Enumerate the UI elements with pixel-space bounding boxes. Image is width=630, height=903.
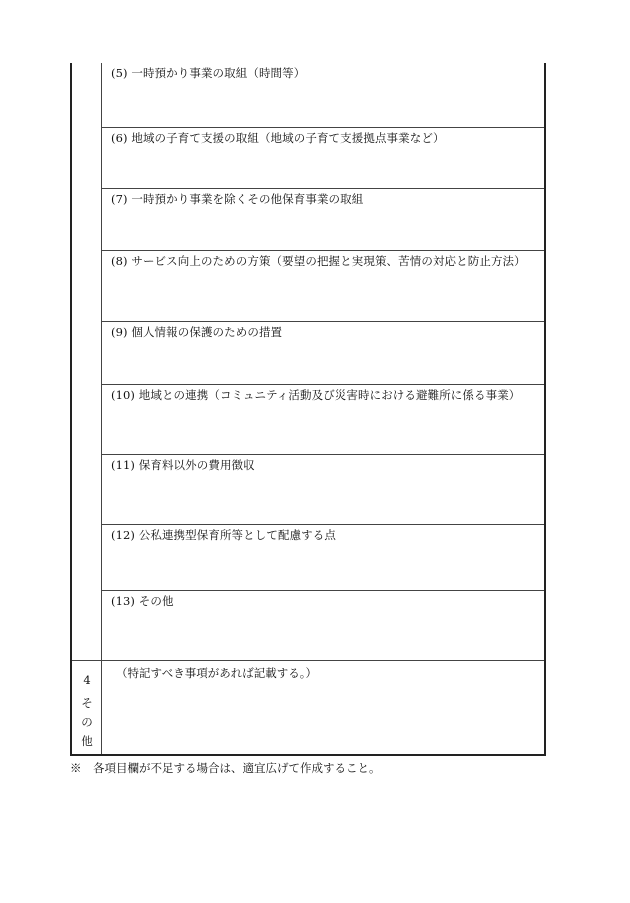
item-label: (11) 保育料以外の費用徴収 <box>111 458 255 472</box>
item-row-7[interactable] <box>102 189 544 251</box>
item-row-12[interactable] <box>102 525 544 591</box>
item-row-6[interactable] <box>102 128 544 189</box>
item-row-13[interactable] <box>102 591 544 660</box>
item-label: (12) 公私連携型保育所等として配慮する点 <box>111 528 336 542</box>
item-label: (6) 地域の子育て支援の取組（地域の子育て支援拠点事業など） <box>111 131 445 145</box>
item-row-11[interactable] <box>102 455 544 525</box>
item-label: (9) 個人情報の保護のための措置 <box>111 325 283 339</box>
form-table <box>70 63 546 756</box>
footnote: ※ 各項目欄が不足する場合は、適宜広げて作成すること。 <box>70 761 381 775</box>
section-title-char: の <box>81 715 93 729</box>
item-label: (13) その他 <box>111 594 174 608</box>
section-title <box>72 694 102 751</box>
section-number: 4 <box>83 673 91 687</box>
item-label: (8) サービス向上のための方策（要望の把握と実現策、苦情の対応と防止方法） <box>111 254 526 268</box>
item-label: (5) 一時預かり事業の取組（時間等） <box>111 66 306 80</box>
item-row-5[interactable] <box>102 63 544 128</box>
section-4-label <box>72 661 102 754</box>
item-row-9[interactable] <box>102 322 544 385</box>
section-title-char: 他 <box>81 734 93 748</box>
item-row-10[interactable] <box>102 385 544 455</box>
section-4-note: （特記すべき事項があれば記載する。） <box>116 666 318 680</box>
item-label: (10) 地域との連携（コミュニティ活動及び災害時における避難所に係る事業） <box>111 388 521 402</box>
section-4-other <box>72 660 544 754</box>
section-label-column <box>72 63 102 660</box>
item-row-8[interactable] <box>102 251 544 322</box>
item-label: (7) 一時預かり事業を除くその他保育事業の取組 <box>111 192 364 206</box>
section-title-char: そ <box>81 696 93 710</box>
